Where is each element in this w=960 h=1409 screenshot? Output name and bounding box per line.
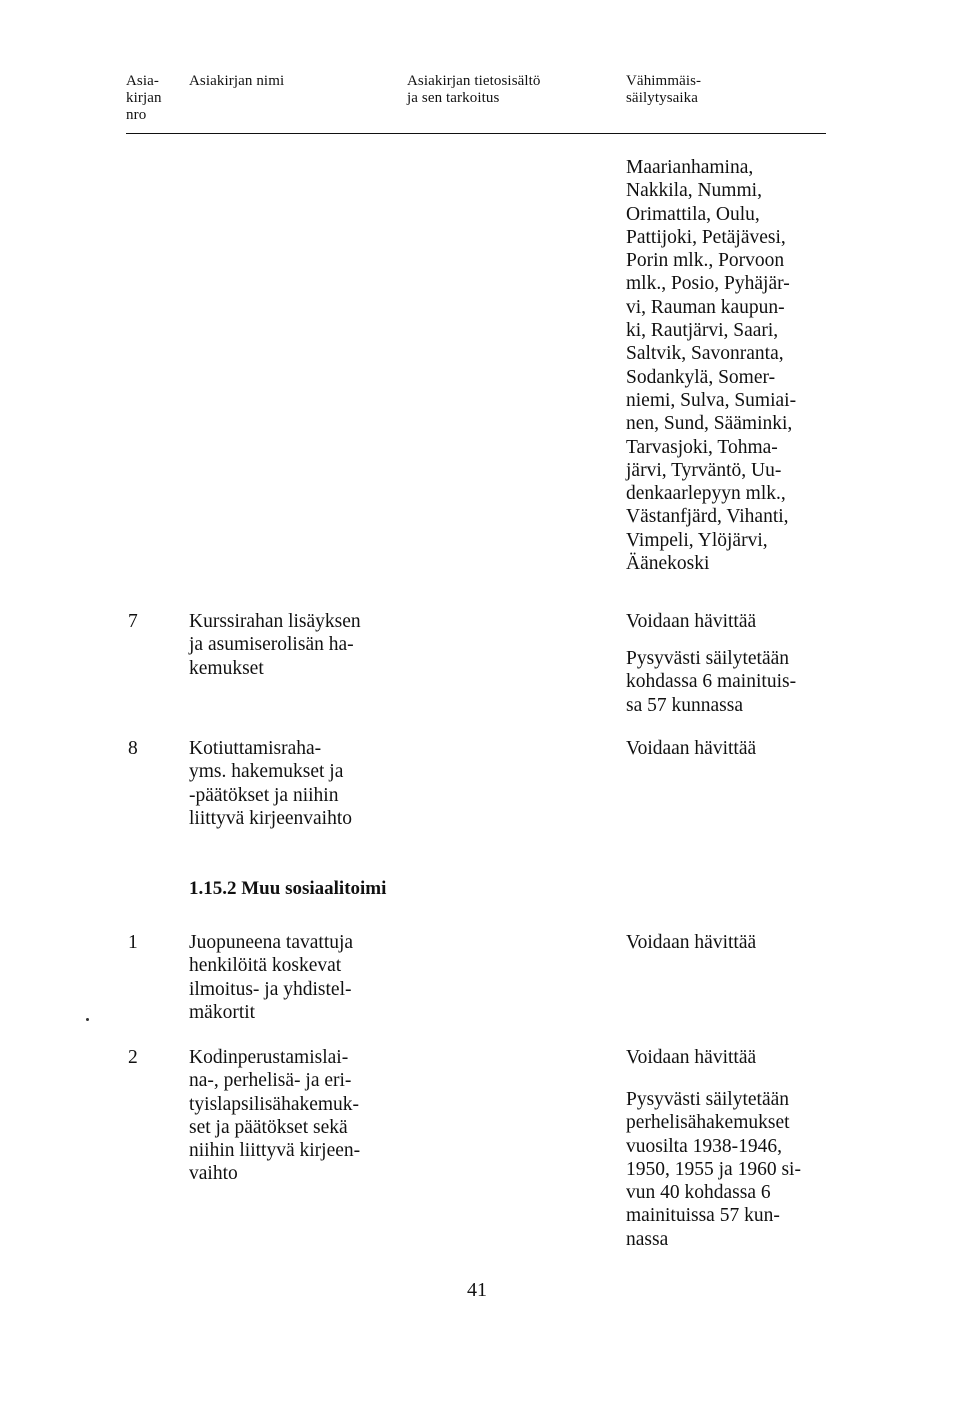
row-8-name: Kotiuttamisraha- yms. hakemukset ja -päätökset ja niihin liittyvä kirjeenvaihto	[189, 738, 352, 829]
row-1-retention: Voidaan hävittää	[626, 932, 757, 953]
row-2-retention: Voidaan hävittää	[626, 1047, 757, 1068]
row-1-number: 1	[128, 932, 138, 953]
header-col-name: Asiakirjan nimi	[189, 73, 285, 89]
row-8-number: 8	[128, 738, 138, 759]
header-col-retention: Vähimmäis- säilytysaika	[626, 73, 702, 106]
section-heading: 1.15.2 Muu sosiaalitoimi	[189, 878, 387, 899]
row-7-retention-note: Pysyvästi säilytetään kohdassa 6 mainituis- sa 57 kunnassa	[626, 648, 797, 716]
row-2-name: Kodinperustamislai- na-, perhelisä- ja eri- tyislapsilisähakemuk- set ja päätökset sekä niihin liittyvä kirjeen- vaihto	[189, 1047, 361, 1185]
scan-speck	[86, 1018, 89, 1021]
row-2-retention-note: Pysyvästi säilytetään perhelisähakemukset vuosilta 1938-1946, 1950, 1955 ja 1960 si- vun 40 kohdassa 6 mainituissa 57 kun- nassa	[626, 1089, 801, 1250]
row-2-number: 2	[128, 1047, 138, 1068]
row-1-name: Juopuneena tavattuja henkilöitä koskevat ilmoitus- ja yhdistel- mäkortit	[189, 932, 354, 1023]
page-number: 41	[467, 1279, 487, 1301]
header-col-nro: Asia- kirjan nro	[126, 73, 162, 123]
header-col-content: Asiakirjan tietosisältö ja sen tarkoitus	[407, 73, 541, 106]
continuation-municipalities: Maarianhamina, Nakkila, Nummi, Orimattila, Oulu, Pattijoki, Petäjävesi, Porin mlk., Porvoon mlk., Posio, Pyhäjär- vi, Rauman kaupun- ki, Rautjärvi, Saari, Saltvik, Savonranta, Sodankylä, Somer- niemi, Sulva, Sumiai- nen, Sund, Sääminki, Tarvasjoki, Tohma- järvi, Tyrväntö, Uu- denkaarlepyyn mlk., Västanfjärd, Vihanti, Vimpeli, Ylöjärvi, Äänekoski	[626, 157, 797, 575]
row-7-name: Kurssirahan lisäyksen ja asumiserolisän ha- kemukset	[189, 611, 361, 679]
row-7-retention: Voidaan hävittää	[626, 611, 757, 632]
header-rule	[126, 133, 826, 134]
row-7-number: 7	[128, 611, 138, 632]
row-8-retention: Voidaan hävittää	[626, 738, 757, 759]
